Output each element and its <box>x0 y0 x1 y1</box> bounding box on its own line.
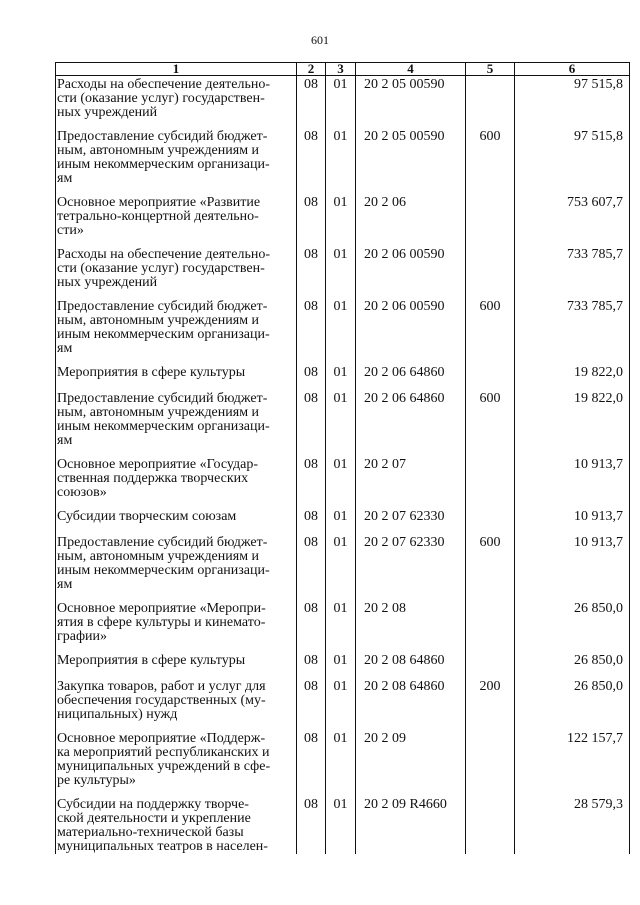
name-line: ниципальных) нужд <box>57 707 178 722</box>
table-row <box>56 796 630 854</box>
table-row <box>56 600 630 652</box>
name-line: ской деятельности и укрепление <box>57 811 251 826</box>
name-line: союзов» <box>57 485 107 500</box>
section-code: 08 <box>297 364 326 390</box>
row-name <box>56 76 297 129</box>
table-row <box>56 364 630 390</box>
expense-type-code <box>466 730 515 796</box>
name-line: тетрально-концертной деятельно- <box>57 209 259 224</box>
name-line: Субсидии творческим союзам <box>57 509 237 524</box>
name-line: ных учреждений <box>57 105 158 120</box>
column-header-4: 4 <box>356 63 466 76</box>
name-line: Основное мероприятие «Поддерж- <box>57 731 266 746</box>
name-line: ям <box>57 433 73 448</box>
amount: 753 607,7 <box>515 194 630 246</box>
name-line: сти (оказание услуг) государствен- <box>57 91 265 106</box>
table-header-row <box>56 63 630 76</box>
amount: 19 822,0 <box>515 390 630 456</box>
expense-type-code <box>466 456 515 508</box>
table-row <box>56 508 630 534</box>
name-line: ственная поддержка творческих <box>57 471 249 486</box>
table-row <box>56 390 630 456</box>
expense-type-code <box>466 364 515 390</box>
subsection-code: 01 <box>326 652 356 678</box>
name-line: Предоставление субсидий бюджет- <box>57 391 268 406</box>
target-article-code: 20 2 05 00590 <box>356 76 466 129</box>
subsection-code: 01 <box>326 76 356 129</box>
subsection-code: 01 <box>326 534 356 600</box>
expense-type-code <box>466 652 515 678</box>
subsection-code: 01 <box>326 508 356 534</box>
expense-type-code: 600 <box>466 128 515 194</box>
amount: 26 850,0 <box>515 678 630 730</box>
amount: 10 913,7 <box>515 456 630 508</box>
name-line: ным, автономным учреждениям и <box>57 313 260 328</box>
name-line: ным, автономным учреждениям и <box>57 549 260 564</box>
target-article-code: 20 2 06 <box>356 194 466 246</box>
subsection-code: 01 <box>326 298 356 364</box>
table-row <box>56 678 630 730</box>
name-line: обеспечения государственных (му- <box>57 693 266 708</box>
subsection-code: 01 <box>326 194 356 246</box>
amount: 10 913,7 <box>515 534 630 600</box>
name-line: муниципальных учреждений в сфе- <box>57 759 271 774</box>
name-line: Мероприятия в сфере культуры <box>57 365 246 380</box>
subsection-code: 01 <box>326 456 356 508</box>
subsection-code: 01 <box>326 796 356 854</box>
section-code: 08 <box>297 534 326 600</box>
section-code: 08 <box>297 652 326 678</box>
target-article-code: 20 2 09 <box>356 730 466 796</box>
row-name <box>56 364 297 390</box>
expense-type-code: 600 <box>466 390 515 456</box>
column-header-6: 6 <box>515 63 630 76</box>
subsection-code: 01 <box>326 730 356 796</box>
row-name <box>56 652 297 678</box>
target-article-code: 20 2 07 <box>356 456 466 508</box>
name-line: Предоставление субсидий бюджет- <box>57 129 268 144</box>
name-line: иным некоммерческим организаци- <box>57 563 270 578</box>
expense-type-code <box>466 600 515 652</box>
name-line: ным, автономным учреждениям и <box>57 405 260 420</box>
section-code: 08 <box>297 730 326 796</box>
amount: 26 850,0 <box>515 600 630 652</box>
table-row <box>56 534 630 600</box>
name-line: Предоставление субсидий бюджет- <box>57 299 268 314</box>
row-name <box>56 508 297 534</box>
name-line: Предоставление субсидий бюджет- <box>57 535 268 550</box>
name-line: ка мероприятий республиканских и <box>57 745 270 760</box>
column-header-1: 1 <box>56 63 297 76</box>
expense-type-code <box>466 76 515 129</box>
name-line: ям <box>57 171 73 186</box>
amount: 10 913,7 <box>515 508 630 534</box>
target-article-code: 20 2 06 64860 <box>356 390 466 456</box>
name-line: ям <box>57 577 73 592</box>
target-article-code: 20 2 08 64860 <box>356 652 466 678</box>
target-article-code: 20 2 08 64860 <box>356 678 466 730</box>
amount: 733 785,7 <box>515 298 630 364</box>
row-name <box>56 298 297 364</box>
target-article-code: 20 2 06 00590 <box>356 246 466 298</box>
section-code: 08 <box>297 298 326 364</box>
name-line: Мероприятия в сфере культуры <box>57 653 246 668</box>
section-code: 08 <box>297 194 326 246</box>
name-line: Закупка товаров, работ и услуг для <box>57 679 266 694</box>
table-row <box>56 246 630 298</box>
row-name <box>56 128 297 194</box>
row-name <box>56 390 297 456</box>
subsection-code: 01 <box>326 246 356 298</box>
subsection-code: 01 <box>326 390 356 456</box>
row-name <box>56 534 297 600</box>
section-code: 08 <box>297 128 326 194</box>
table-row <box>56 730 630 796</box>
target-article-code: 20 2 09 R4660 <box>356 796 466 854</box>
target-article-code: 20 2 07 62330 <box>356 508 466 534</box>
row-name <box>56 246 297 298</box>
subsection-code: 01 <box>326 364 356 390</box>
name-line: муниципальных театров в населен- <box>57 839 268 854</box>
amount: 97 515,8 <box>515 128 630 194</box>
target-article-code: 20 2 06 64860 <box>356 364 466 390</box>
expense-type-code <box>466 796 515 854</box>
table-row <box>56 194 630 246</box>
expense-type-code <box>466 508 515 534</box>
section-code: 08 <box>297 796 326 854</box>
row-name <box>56 600 297 652</box>
column-header-5: 5 <box>466 63 515 76</box>
section-code: 08 <box>297 456 326 508</box>
expense-type-code <box>466 246 515 298</box>
budget-table <box>55 62 630 854</box>
page-number: 601 <box>311 33 329 47</box>
name-line: графии» <box>57 629 108 644</box>
name-line: ных учреждений <box>57 275 158 290</box>
row-name <box>56 796 297 854</box>
amount: 26 850,0 <box>515 652 630 678</box>
name-line: Основное мероприятие «Развитие <box>57 195 261 210</box>
name-line: сти» <box>57 223 84 238</box>
row-name <box>56 678 297 730</box>
column-header-3: 3 <box>326 63 356 76</box>
table-row <box>56 298 630 364</box>
name-line: Основное мероприятие «Государ- <box>57 457 258 472</box>
name-line: иным некоммерческим организаци- <box>57 327 270 342</box>
expense-type-code: 600 <box>466 534 515 600</box>
subsection-code: 01 <box>326 128 356 194</box>
amount: 122 157,7 <box>515 730 630 796</box>
name-line: материально-технической базы <box>57 825 244 840</box>
name-line: ре культуры» <box>57 773 136 788</box>
subsection-code: 01 <box>326 678 356 730</box>
expense-type-code <box>466 194 515 246</box>
table-row <box>56 128 630 194</box>
column-header-2: 2 <box>297 63 326 76</box>
target-article-code: 20 2 07 62330 <box>356 534 466 600</box>
name-line: иным некоммерческим организаци- <box>57 157 270 172</box>
section-code: 08 <box>297 678 326 730</box>
amount: 28 579,3 <box>515 796 630 854</box>
name-line: иным некоммерческим организаци- <box>57 419 270 434</box>
name-line: ятия в сфере культуры и кинемато- <box>57 615 266 630</box>
target-article-code: 20 2 06 00590 <box>356 298 466 364</box>
target-article-code: 20 2 05 00590 <box>356 128 466 194</box>
section-code: 08 <box>297 76 326 129</box>
amount: 19 822,0 <box>515 364 630 390</box>
section-code: 08 <box>297 246 326 298</box>
name-line: ям <box>57 341 73 356</box>
expense-type-code: 600 <box>466 298 515 364</box>
name-line: Расходы на обеспечение деятельно- <box>57 247 270 262</box>
amount: 97 515,8 <box>515 76 630 129</box>
row-name <box>56 194 297 246</box>
table-row <box>56 652 630 678</box>
table-row <box>56 76 630 129</box>
name-line: Основное мероприятие «Меропри- <box>57 601 266 616</box>
amount: 733 785,7 <box>515 246 630 298</box>
row-name <box>56 730 297 796</box>
name-line: Расходы на обеспечение деятельно- <box>57 77 270 92</box>
expense-type-code: 200 <box>466 678 515 730</box>
row-name <box>56 456 297 508</box>
section-code: 08 <box>297 600 326 652</box>
name-line: Субсидии на поддержку творче- <box>57 797 249 812</box>
name-line: ным, автономным учреждениям и <box>57 143 260 158</box>
section-code: 08 <box>297 508 326 534</box>
subsection-code: 01 <box>326 600 356 652</box>
target-article-code: 20 2 08 <box>356 600 466 652</box>
name-line: сти (оказание услуг) государствен- <box>57 261 265 276</box>
table-row <box>56 456 630 508</box>
section-code: 08 <box>297 390 326 456</box>
